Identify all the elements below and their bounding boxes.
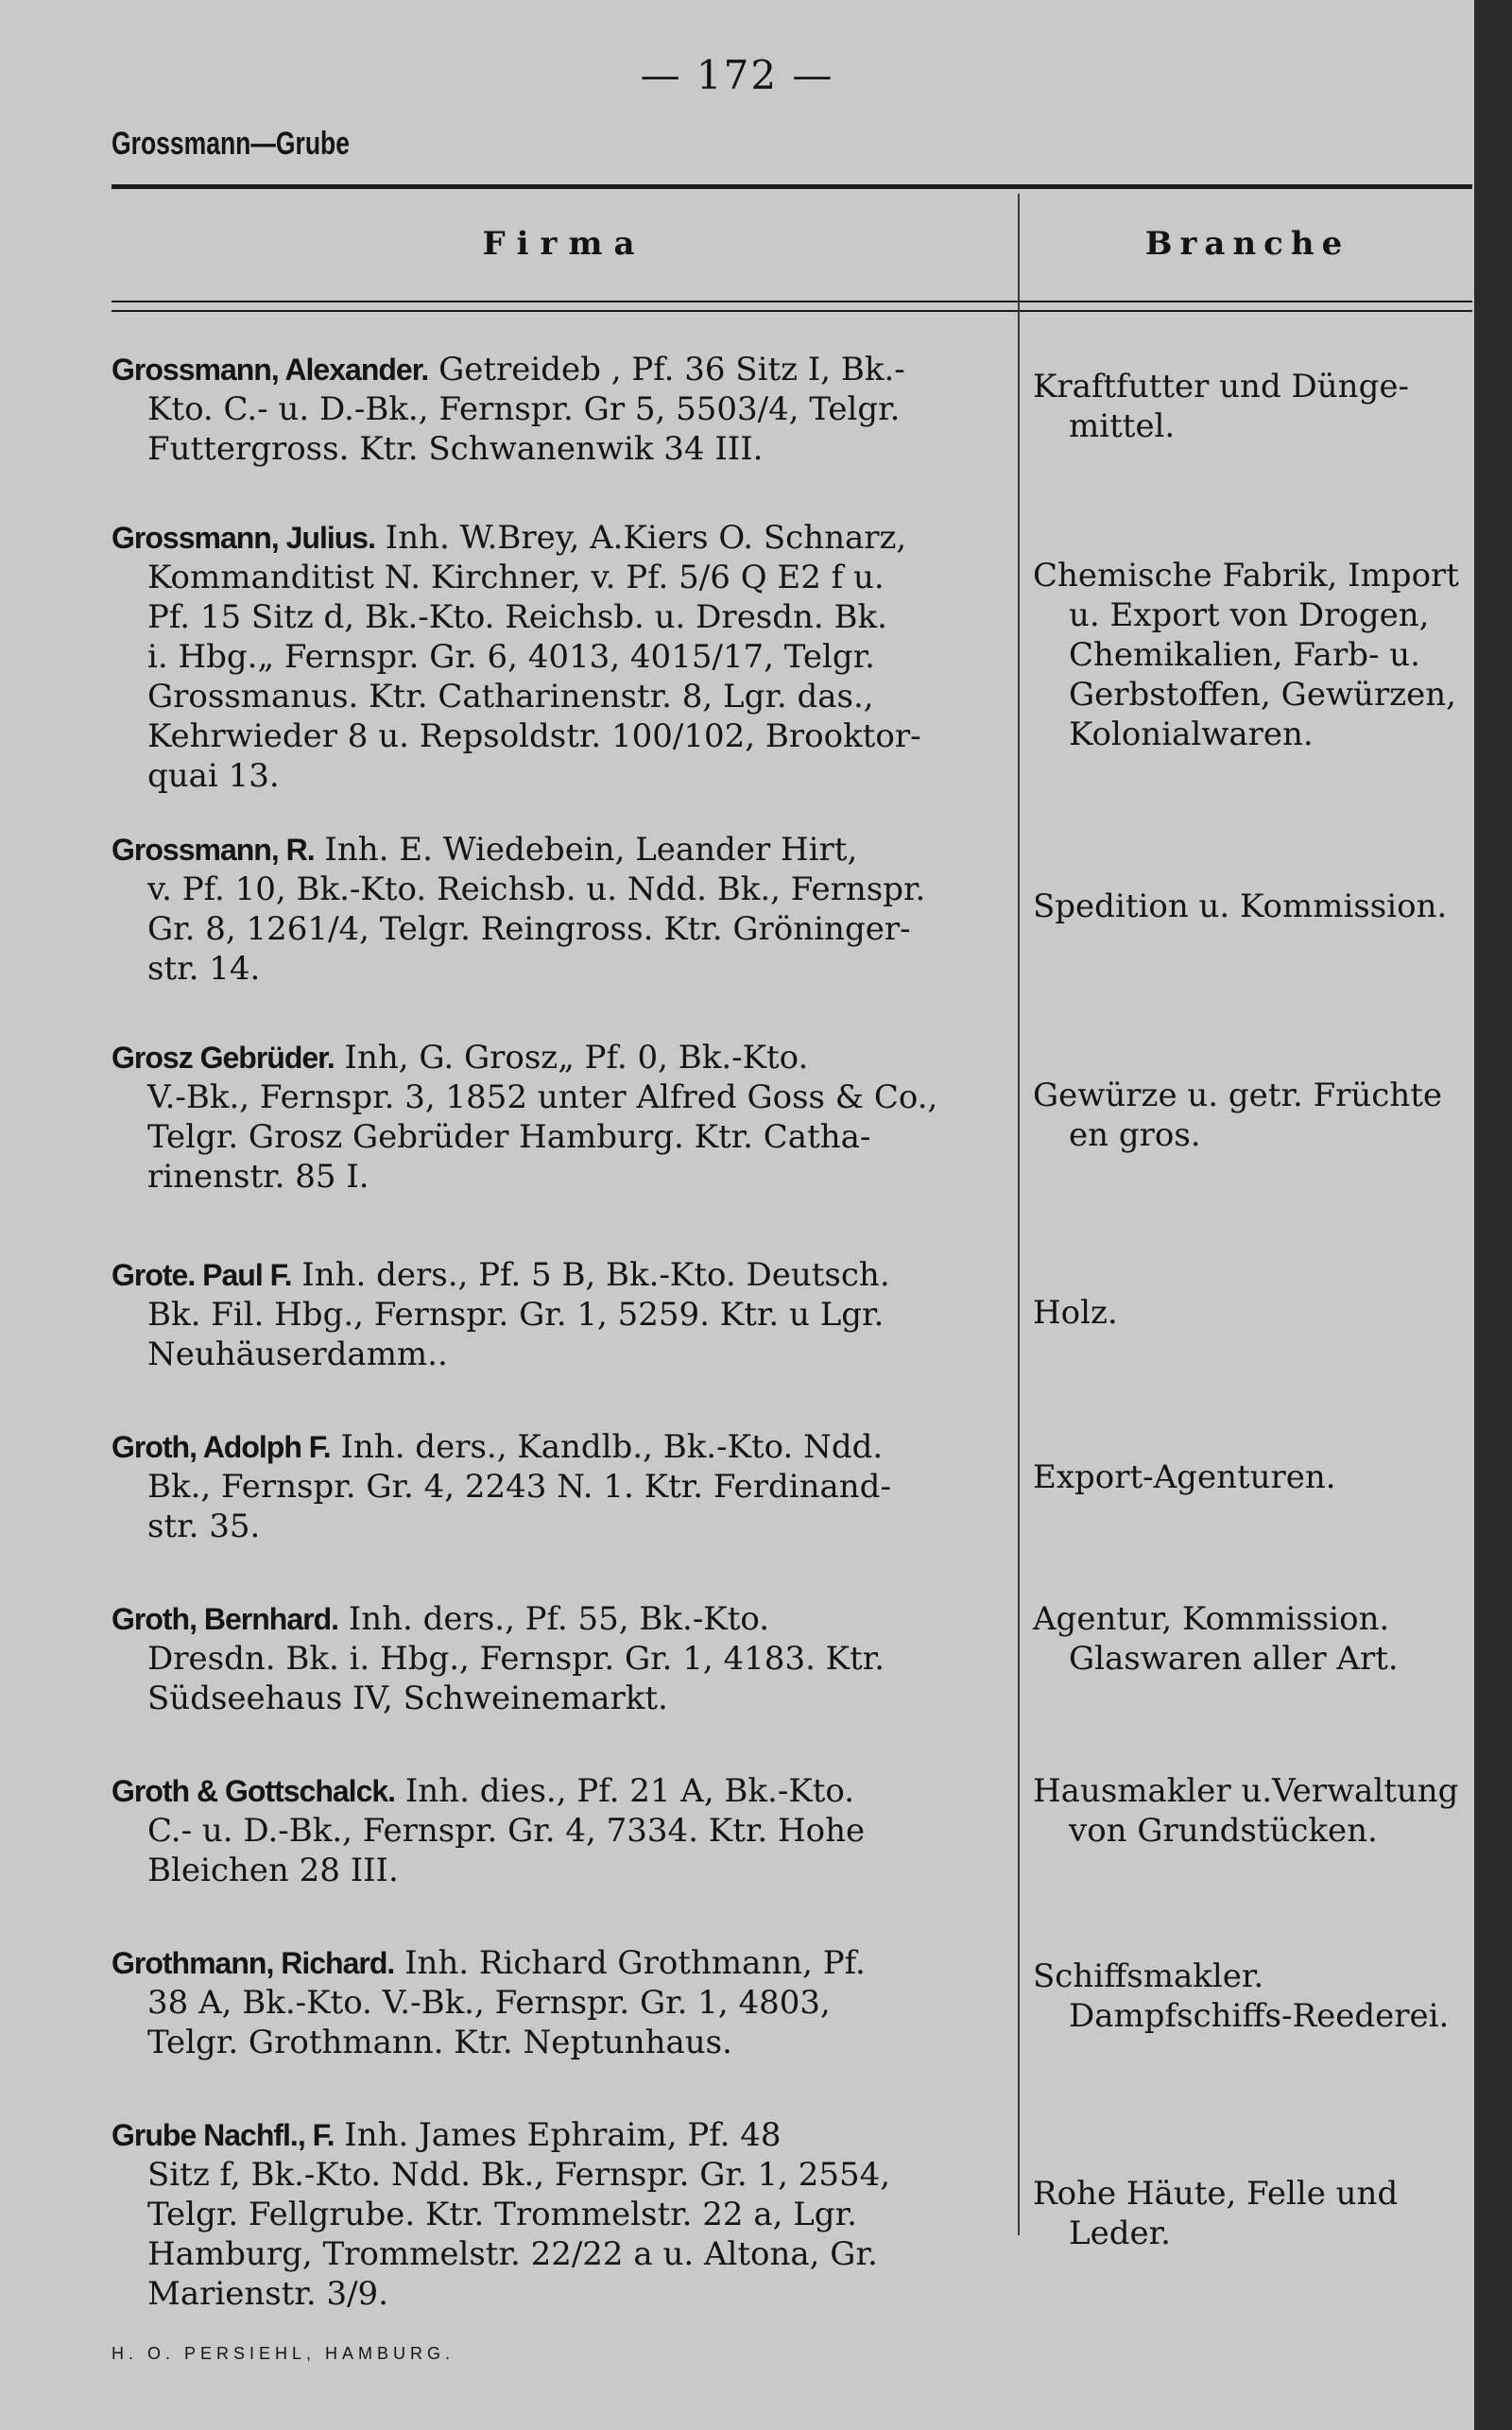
branch-line: mittel. [1069, 407, 1176, 445]
branch-line: Leder. [1069, 2215, 1171, 2252]
branch-line: Spedition u. Kommission. [1033, 888, 1448, 925]
firm-line: Kto. C.- u. D.-Bk., Fernspr. Gr 5, 5503/4, Telgr. [147, 390, 901, 428]
firm-line: Gr. 8, 1261/4, Telgr. Reingross. Ktr. Gröninger- [147, 910, 911, 948]
firm-line: rinenstr. 85 I. [147, 1158, 369, 1196]
branch-text [1033, 367, 1472, 446]
firm-line: Telgr. Grothmann. Ktr. Neptunhaus. [147, 2024, 732, 2061]
branch-text [1033, 1599, 1472, 1679]
firm-text [112, 2115, 1009, 2314]
firm-name: Grossmann, Alexander. [112, 353, 429, 387]
firm-text [112, 1599, 1009, 1718]
branch-text [1033, 1076, 1472, 1155]
firm-line: Bleichen 28 III. [147, 1852, 399, 1889]
firm-line: Grube Nachfl., F. Inh. James Ephraim, Pf. 48 [112, 2116, 782, 2154]
firm-line: Südseehaus IV, Schweinemarkt. [147, 1680, 668, 1717]
firm-line: Telgr. Grosz Gebrüder Hamburg. Ktr. Catha- [147, 1118, 871, 1156]
firm-text [112, 1427, 1009, 1546]
firm-text [112, 1038, 1009, 1197]
firm-line: V.-Bk., Fernspr. 3, 1852 unter Alfred Goss & Co., [147, 1078, 938, 1116]
branch-text [1033, 1457, 1472, 1497]
branch-line: Gewürze u. getr. Früchte [1033, 1077, 1443, 1114]
firm-name: Groth & Gottschalck. [112, 1774, 396, 1808]
firm-name: Groth, Bernhard. [112, 1602, 339, 1636]
firm-text [112, 518, 1009, 796]
firm-line: Grossmanus. Ktr. Catharinenstr. 8, Lgr. das., [147, 678, 874, 715]
branch-line: Agentur, Kommission. [1033, 1600, 1390, 1638]
branch-text [1033, 1771, 1472, 1851]
branch-text [1033, 1293, 1472, 1333]
top-rule [112, 184, 1472, 189]
firm-line: Hamburg, Trommelstr. 22/22 a u. Altona, Gr. [147, 2235, 878, 2273]
branch-line: Hausmakler u.Verwaltung [1033, 1772, 1459, 1810]
branch-line: Gerbstoffen, Gewürzen, [1069, 676, 1456, 714]
branch-line: Export-Agenturen. [1033, 1458, 1336, 1496]
firm-line: Grote. Paul F. Inh. ders., Pf. 5 B, Bk.-Kto. Deutsch. [112, 1256, 890, 1294]
firm-text [112, 350, 1009, 469]
firm-line: Bk. Fil. Hbg., Fernspr. Gr. 1, 5259. Ktr. u Lgr. [147, 1296, 885, 1334]
printer-imprint: H. O. PERSIEHL, HAMBURG. [112, 2344, 455, 2363]
firm-line: Bk., Fernspr. Gr. 4, 2243 N. 1. Ktr. Ferdinand- [147, 1468, 891, 1506]
branch-line: Schiffsmakler. [1033, 1957, 1264, 1995]
branch-line: Kraftfutter und Dünge- [1033, 368, 1409, 405]
firm-line: 38 A, Bk.-Kto. V.-Bk., Fernspr. Gr. 1, 4803, [147, 1984, 831, 2022]
branch-line: Kolonialwaren. [1069, 715, 1314, 753]
firm-name: Grosz Gebrüder. [112, 1041, 335, 1075]
branch-line: Holz. [1033, 1294, 1118, 1332]
firm-line: Telgr. Fellgrube. Ktr. Trommelstr. 22 a, Lgr. [147, 2196, 857, 2233]
firm-text [112, 1771, 1009, 1890]
firm-line: str. 14. [147, 950, 261, 988]
firm-line: Groth & Gottschalck. Inh. dies., Pf. 21 A, Bk.-Kto. [112, 1772, 855, 1810]
firm-line: Neuhäuserdamm.. [147, 1336, 448, 1373]
firm-line: Grossmann, Julius. Inh. W.Brey, A.Kiers O. Schnarz, [112, 519, 907, 557]
branch-line: Glaswaren aller Art. [1069, 1640, 1399, 1678]
firm-name: Grote. Paul F. [112, 1258, 292, 1292]
firm-name: Grothmann, Richard. [112, 1946, 395, 1980]
firm-text [112, 1943, 1009, 2062]
column-header-firma: Firma [482, 225, 646, 263]
branch-line: u. Export von Drogen, [1069, 596, 1430, 634]
firm-name: Grossmann, R. [112, 833, 315, 867]
firm-line: Kehrwieder 8 u. Repsoldstr. 100/102, Brooktor- [147, 717, 921, 755]
scan-edge [1474, 0, 1512, 2430]
firm-line: Dresdn. Bk. i. Hbg., Fernspr. Gr. 1, 4183. Ktr. [147, 1640, 885, 1678]
header-rule [112, 310, 1472, 312]
firm-line: Groth, Bernhard. Inh. ders., Pf. 55, Bk.-Kto. [112, 1600, 770, 1638]
firm-line: Grossmann, Alexander. Getreideb , Pf. 36 Sitz I, Bk.- [112, 351, 905, 388]
branch-line: Chemikalien, Farb- u. [1069, 636, 1420, 674]
firm-line: Pf. 15 Sitz d, Bk.-Kto. Reichsb. u. Dresdn. Bk. [147, 598, 887, 636]
firm-text [112, 1255, 1009, 1374]
firm-line: quai 13. [147, 757, 280, 795]
branch-text [1033, 887, 1472, 926]
page-number: — 172 — [640, 52, 834, 98]
running-head: Grossmann—Grube [112, 126, 351, 162]
firm-line: C.- u. D.-Bk., Fernspr. Gr. 4, 7334. Ktr. Hohe [147, 1812, 866, 1850]
branch-line: Rohe Häute, Felle und [1033, 2175, 1399, 2213]
branch-text [1033, 2174, 1472, 2253]
firm-line: Futtergross. Ktr. Schwanenwik 34 III. [147, 430, 764, 468]
firm-line: Grosz Gebrüder. Inh, G. Grosz„ Pf. 0, Bk.-Kto. [112, 1039, 809, 1077]
firm-name: Groth, Adolph F. [112, 1430, 331, 1464]
branch-line: en gros. [1069, 1116, 1201, 1154]
firm-line: Kommanditist N. Kirchner, v. Pf. 5/6 Q E2 f u. [147, 559, 885, 596]
header-rule [112, 301, 1472, 302]
column-divider [1018, 194, 1020, 2235]
firm-line: Grossmann, R. Inh. E. Wiedebein, Leander Hirt, [112, 831, 858, 869]
branch-line: Chemische Fabrik, Import [1033, 557, 1459, 595]
firm-line: Groth, Adolph F. Inh. ders., Kandlb., Bk.-Kto. Ndd. [112, 1428, 884, 1466]
firm-name: Grube Nachfl., F. [112, 2118, 335, 2152]
branch-text [1033, 1956, 1472, 2036]
firm-line: i. Hbg.„ Fernspr. Gr. 6, 4013, 4015/17, Telgr. [147, 638, 875, 676]
branch-line: von Grundstücken. [1069, 1812, 1378, 1850]
branch-text [1033, 556, 1472, 754]
firm-line: Sitz f, Bk.-Kto. Ndd. Bk., Fernspr. Gr. 1, 2554, [147, 2156, 891, 2194]
branch-line: Dampfschiffs-Reederei. [1069, 1997, 1450, 2035]
firm-line: v. Pf. 10, Bk.-Kto. Reichsb. u. Ndd. Bk., Fernspr. [147, 870, 926, 908]
firm-line: str. 35. [147, 1508, 261, 1545]
firm-line: Grothmann, Richard. Inh. Richard Grothmann, Pf. [112, 1944, 866, 1982]
firm-text [112, 830, 1009, 989]
column-header-branche: Branche [1144, 225, 1350, 263]
firm-line: Marienstr. 3/9. [147, 2275, 388, 2313]
firm-name: Grossmann, Julius. [112, 521, 375, 555]
